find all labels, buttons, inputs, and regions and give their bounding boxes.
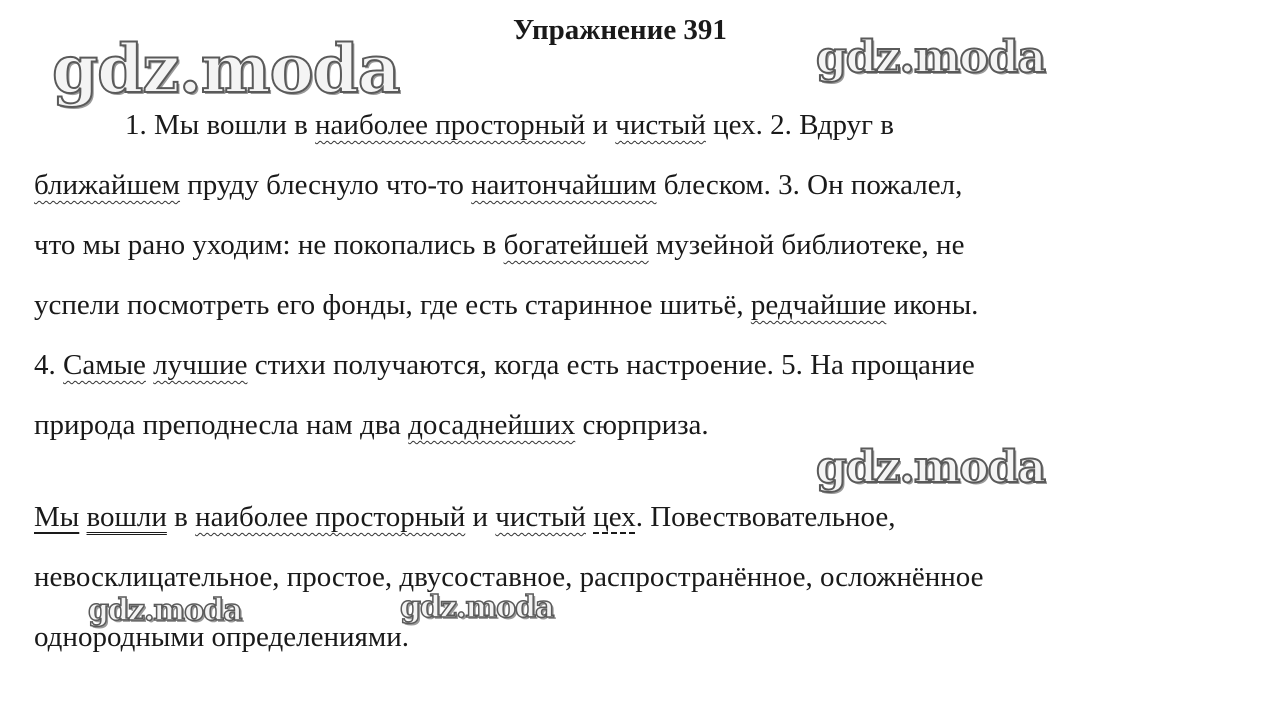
underlined-word: чистый [495,501,586,533]
underlined-word: наитончайшим [471,169,657,201]
underlined-word: досаднейших [408,409,576,441]
underlined-word: лучшие [153,349,248,381]
underlined-word: цех [593,501,636,533]
watermark-logo: gdz.moda [52,30,400,108]
text-line-2 [34,165,962,205]
underlined-word: чистый [615,109,706,141]
underlined-word: богатейшей [503,229,649,261]
text-line-1 [125,105,894,145]
underlined-word: наиболее просторный [195,501,466,533]
text-run: 1. Мы вошли в [125,109,316,141]
watermark-logo: gdz.moda [400,590,554,625]
text-line-4 [34,285,978,325]
text-run: иконы. [886,289,979,321]
underlined-word: наиболее просторный [315,109,586,141]
text-line-3 [34,225,964,265]
text-line-6 [34,405,709,445]
analysis-line-1 [34,497,895,537]
text-run: невосклицательное, простое, двусоставное, распространённое, осложнённое [34,561,984,593]
text-run: и [465,501,496,533]
text-run: сюрприза. [575,409,709,441]
underlined-word: редчайшие [750,289,887,321]
underlined-word: Мы [34,501,80,533]
underlined-word: Самые [63,349,146,381]
text-run: пруду блеснуло что-то [180,169,472,201]
text-run: и [585,109,616,141]
text-run: . Повествовательное, [635,501,896,533]
text-run: однородными определениями. [34,621,409,653]
watermark-logo: gdz.moda [816,442,1046,493]
text-line-5 [34,345,975,385]
underlined-word: вошли [86,501,167,533]
watermark-logo: gdz.moda [88,593,242,628]
text-run: 4. [34,349,63,381]
text-run: блеском. 3. Он пожалел, [656,169,963,201]
text-run: цех. 2. Вдруг в [705,109,894,141]
text-run: что мы рано уходим: не покопались в [34,229,504,261]
text-run [79,501,86,533]
text-run: природа преподнесла нам два [34,409,409,441]
text-run: стихи получаются, когда есть настроение. 5. На прощание [247,349,975,381]
text-run: музейной библиотеке, не [648,229,965,261]
underlined-word: ближайшем [34,169,181,201]
text-run: в [166,501,196,533]
exercise-title: Упражнение 391 [513,14,727,46]
text-run: успели посмотреть его фонды, где есть старинное шитьё, [34,289,751,321]
watermark-logo: gdz.moda [816,32,1046,83]
